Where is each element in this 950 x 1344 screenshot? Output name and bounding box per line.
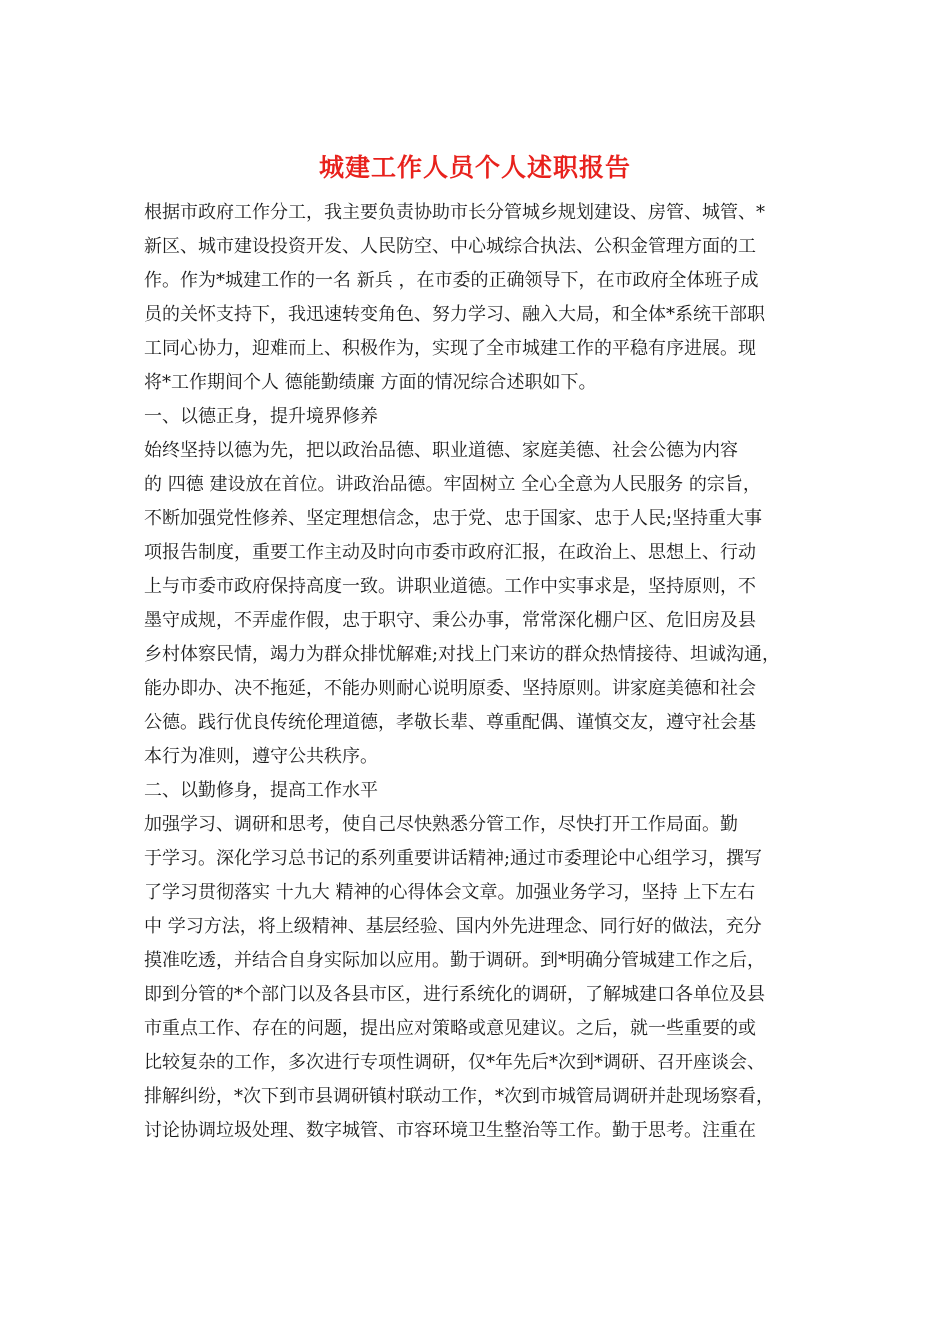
body-line: 将*工作期间个人 德能勤绩廉 方面的情况综合述职如下。 xyxy=(144,372,597,393)
body-line: 加强学习、调研和思考，使自己尽快熟悉分管工作，尽快打开工作局面。勤 xyxy=(144,814,738,835)
body-line: 了学习贯彻落实 十九大 精神的心得体会文章。加强业务学习，坚持 上下左右 xyxy=(144,882,756,903)
body-line: 的 四德 建设放在首位。讲政治品德。牢固树立 全心全意为人民服务 的宗旨， xyxy=(144,474,761,495)
section-heading: 一、以德正身，提升境界修养 xyxy=(144,406,378,427)
body-line: 上与市委市政府保持高度一致。讲职业道德。工作中实事求是，坚持原则，不 xyxy=(144,576,756,597)
body-line: 工同心协力，迎难而上、积极作为，实现了全市城建工作的平稳有序进展。现 xyxy=(144,338,756,359)
body-line: 讨论协调垃圾处理、数字城管、市容环境卫生整治等工作。勤于思考。注重在 xyxy=(144,1120,756,1141)
body-line: 摸准吃透，并结合自身实际加以应用。勤于调研。到*明确分管城建工作之后， xyxy=(144,950,765,971)
body-line: 项报告制度，重要工作主动及时向市委市政府汇报，在政治上、思想上、行动 xyxy=(144,542,756,563)
document-title: 城建工作人员个人述职报告 xyxy=(318,153,631,182)
body-line: 员的关怀支持下，我迅速转变角色、努力学习、融入大局，和全体*系统干部职 xyxy=(144,304,765,325)
body-line: 中 学习方法，将上级精神、基层经验、国内外先进理念、同行好的做法，充分 xyxy=(144,916,762,937)
body-line: 即到分管的*个部门以及各县市区，进行系统化的调研，了解城建口各单位及县 xyxy=(144,984,765,1005)
body-line: 于学习。深化学习总书记的系列重要讲话精神;通过市委理论中心组学习，撰写 xyxy=(144,848,763,869)
section-heading: 二、以勤修身，提高工作水平 xyxy=(144,780,378,801)
body-line: 墨守成规，不弄虚作假，忠于职守、秉公办事，常常深化棚户区、危旧房及县 xyxy=(144,610,756,631)
body-line: 本行为准则，遵守公共秩序。 xyxy=(144,746,378,767)
body-line: 排解纠纷，*次下到市县调研镇村联动工作，*次到市城管局调研并赴现场察看， xyxy=(144,1086,774,1107)
body-line: 新区、城市建设投资开发、人民防空、中心城综合执法、公积金管理方面的工 xyxy=(144,236,756,257)
body-line: 市重点工作、存在的问题，提出应对策略或意见建议。之后，就一些重要的或 xyxy=(144,1018,756,1039)
body-line: 公德。践行优良传统伦理道德，孝敬长辈、尊重配偶、谨慎交友，遵守社会基 xyxy=(144,712,756,733)
body-line: 不断加强党性修养、坚定理想信念，忠于党、忠于国家、忠于人民;坚持重大事 xyxy=(144,508,763,529)
body-line: 始终坚持以德为先，把以政治品德、职业道德、家庭美德、社会公德为内容 xyxy=(144,440,738,461)
body-line: 能办即办、决不拖延，不能办则耐心说明原委、坚持原则。讲家庭美德和社会 xyxy=(144,678,756,699)
body-line: 根据市政府工作分工，我主要负责协助市长分管城乡规划建设、房管、城管、* xyxy=(144,202,765,223)
body-line: 比较复杂的工作，多次进行专项性调研，仅*年先后*次到*调研、召开座谈会、 xyxy=(144,1052,765,1073)
body-line: 作。作为*城建工作的一名 新兵 ，在市委的正确领导下，在市政府全体班子成 xyxy=(144,270,759,291)
body-line: 乡村体察民情，竭力为群众排忧解难;对找上门来访的群众热情接待、坦诚沟通， xyxy=(144,644,781,665)
